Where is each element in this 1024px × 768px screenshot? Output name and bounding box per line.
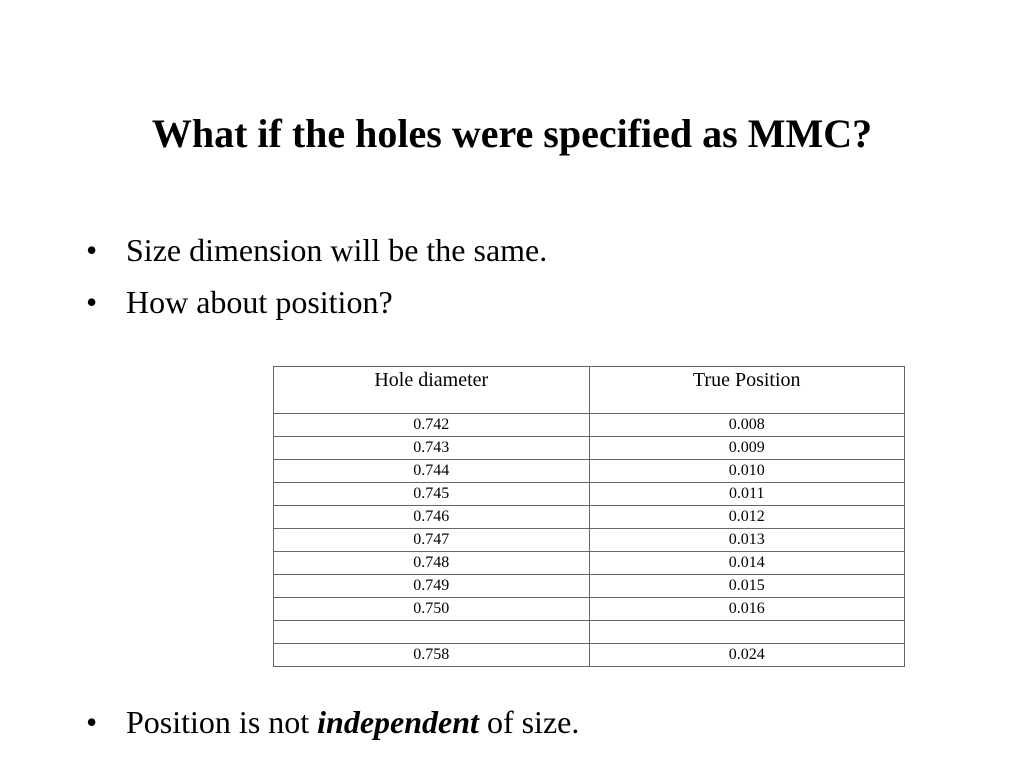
table-body (274, 414, 905, 667)
table-row (274, 598, 905, 621)
cell-hole-diameter: 0.744 (274, 460, 590, 483)
table-row (274, 483, 905, 506)
table-row (274, 414, 905, 437)
table-row (274, 460, 905, 483)
slide-title: What if the holes were specified as MMC? (151, 111, 873, 156)
cell-hole-diameter: 0.742 (274, 414, 590, 437)
cell-true-position: 0.008 (589, 414, 905, 437)
bullet-text: How about position? (126, 284, 393, 320)
tolerance-table (273, 366, 905, 667)
bullet-dot-icon: • (86, 704, 98, 740)
tolerance-table-container (273, 366, 905, 667)
cell-true-position: 0.016 (589, 598, 905, 621)
bullet-item (86, 276, 547, 328)
bullet-text-prefix: Position is not (126, 704, 318, 740)
cell-true-position: 0.012 (589, 506, 905, 529)
cell-hole-diameter: 0.749 (274, 575, 590, 598)
cell-hole-diameter: 0.748 (274, 552, 590, 575)
cell-true-position: 0.014 (589, 552, 905, 575)
bullet-item (86, 224, 547, 276)
cell-hole-diameter: 0.750 (274, 598, 590, 621)
table-row (274, 437, 905, 460)
table-row (274, 529, 905, 552)
table-row (274, 575, 905, 598)
cell-hole-diameter: 0.745 (274, 483, 590, 506)
bullet-item (86, 696, 579, 748)
cell-true-position: 0.024 (589, 644, 905, 667)
header-true-position: True Position (589, 367, 905, 414)
cell-true-position: 0.013 (589, 529, 905, 552)
bullet-dot-icon: • (86, 232, 98, 268)
cell-hole-diameter: 0.758 (274, 644, 590, 667)
bullet-text: Size dimension will be the same. (126, 232, 548, 268)
bullet-text-suffix: of size. (478, 704, 580, 740)
bottom-bullet-list (86, 696, 579, 748)
table-row (274, 506, 905, 529)
cell-hole-diameter: 0.746 (274, 506, 590, 529)
cell-hole-diameter (274, 621, 590, 644)
cell-true-position: 0.015 (589, 575, 905, 598)
cell-true-position (589, 621, 905, 644)
cell-true-position: 0.010 (589, 460, 905, 483)
table-row (274, 552, 905, 575)
table-header-row (274, 367, 905, 414)
cell-hole-diameter: 0.747 (274, 529, 590, 552)
table-row (274, 621, 905, 644)
cell-true-position: 0.011 (589, 483, 905, 506)
header-hole-diameter: Hole diameter (274, 367, 590, 414)
bullet-list (86, 224, 547, 328)
bullet-text-emphasis: independent (317, 704, 479, 740)
bullet-dot-icon: • (86, 284, 98, 320)
cell-true-position: 0.009 (589, 437, 905, 460)
table-row (274, 644, 905, 667)
cell-hole-diameter: 0.743 (274, 437, 590, 460)
